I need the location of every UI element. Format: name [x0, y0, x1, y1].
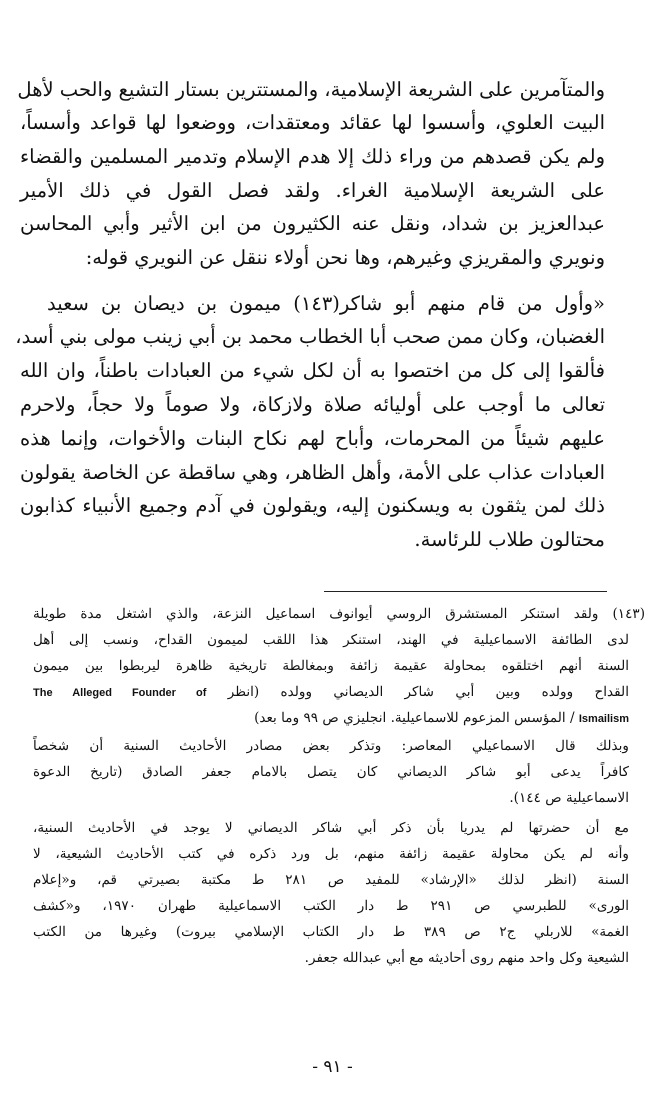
page-number: - ٩١ - [312, 1057, 353, 1077]
footnote-line: الاسماعيلية ص ١٤٤). [509, 790, 629, 806]
footnote-line: وبذلك قال الاسماعيلي المعاصر: وتذكر بعض مصادر الأحاديث السنية أن شخصاً [33, 738, 629, 754]
text-line: والمتآمرين على الشريعة الإسلامية، والمستترين بستار التشيع والحب لأهل [17, 78, 605, 101]
quote-line: محتالون طلاب للرئاسة. [414, 528, 605, 551]
quote-line: عليهم شيئاً من المحرمات، وأباح لهم نكاح البنات والأخوات، وإنما هذه [20, 427, 605, 450]
footnote-text: / المؤسس المزعوم للاسماعيلية. انجليزي ص ٩٩ وما بعد) [254, 710, 575, 726]
footnote-line [33, 710, 629, 726]
footnote-line [33, 684, 629, 700]
text-line: ولم يكن قصدهم من وراء ذلك إلا هدم الإسلام وتدمير المسلمين والقضاء [20, 145, 605, 168]
footnote-separator [324, 591, 607, 592]
footnote-text: القداح وولده وبين أبي شاكر الديصاني وولده (انظر [227, 684, 629, 700]
footnote-line: السنة (انظر لذلك «الإرشاد» للمفيد ص ٢٨١ ط مكتبة بصيرتي قم، و«إعلام [33, 872, 629, 888]
footnote-line: الشيعية وكل واحد منهم روى أحاديثه مع أبي عبدالله جعفر. [304, 950, 629, 966]
english-book-title: The Alleged Founder of [33, 687, 207, 699]
footnote-line: الغمة» للاربلي ج٢ ص ٣٨٩ ط دار الكتاب الإسلامي بيروت) وغيرها من الكتب [33, 924, 630, 940]
quote-line: ذلك لمن يثقون به ويسكنون إليه، ويقولون في آدم وجميع الأنبياء كذابون [20, 494, 605, 517]
footnote-line: وأنه لم يكن محاولة عقيمة زائفة منهم، بل ورد ذكره في كتب الأحاديث الشيعية، لا [33, 846, 629, 862]
quote-line: تعالى ما أوجب على أوليائه صلاة ولازكاة، ولا صوماً ولا حجاً، ولاحرم [20, 393, 605, 416]
quote-line: «وأول من قام منهم أبو شاكر(١٤٣) ميمون بن ديصان بن سعيد [47, 292, 605, 315]
footnote-line: (١٤٣) ولقد استنكر المستشرق الروسي أيوانوف اسماعيل النزعة، والذي اشتغل مدة طويلة [33, 606, 645, 622]
quote-line: فألقوا إلى كل من اختصوا به أن لكل شيء من العبادات باطناً، وان الله [20, 359, 605, 382]
footnote-line: كافراً يدعى أبو شاكر الديصاني كان يتصل بالامام جعفر الصادق (تاريخ الدعوة [33, 764, 629, 780]
quote-line: العبادات عذاب على الأمة، وأهل الظاهر، وهي ساقطة عن الخاصة يقولون [20, 461, 605, 484]
footnote-line: السنة أنهم اختلقوه بمحاولة عقيمة زائفة وبمغالطة تاريخية ظاهرة ليربطوا بين ميمون [33, 658, 629, 674]
text-line: على الشريعة الإسلامية الغراء. ولقد فصل القول في ذلك الأمير [20, 179, 605, 202]
footnote-line: مع أن حضرتها لم يدريا بأن ذكر أبي شاكر الديصاني لا يوجد في الأحاديث السنية، [33, 820, 629, 836]
english-book-title: Ismailism [578, 713, 629, 725]
text-line: ونويري والمقريزي وغيرهم، وها نحن أولاء ننقل عن النويري قوله: [85, 246, 605, 269]
footnote-line: الورى» للطبرسي ص ٢٩١ ط دار الكتب الاسماعيلية طهران ١٩٧٠، و«كشف [33, 898, 629, 914]
footnote-line: لدى الطائفة الاسماعيلية في الهند، استنكر هذا اللقب لميمون القداح، ونسب إلى أهل [33, 632, 629, 648]
text-line: عبدالعزيز بن شداد، ونقل عنه الكثيرون من ابن الأثير وأبي المحاسن [20, 212, 605, 235]
text-line: البيت العلوي، وأسسوا لها عقائد ومعتقدات، ووضعوا لها قواعد وأسساً، [20, 111, 605, 134]
quote-line: الغضبان، وكان ممن صحب أبا الخطاب محمد بن أبي زينب مولى بني أسد، [15, 325, 605, 348]
